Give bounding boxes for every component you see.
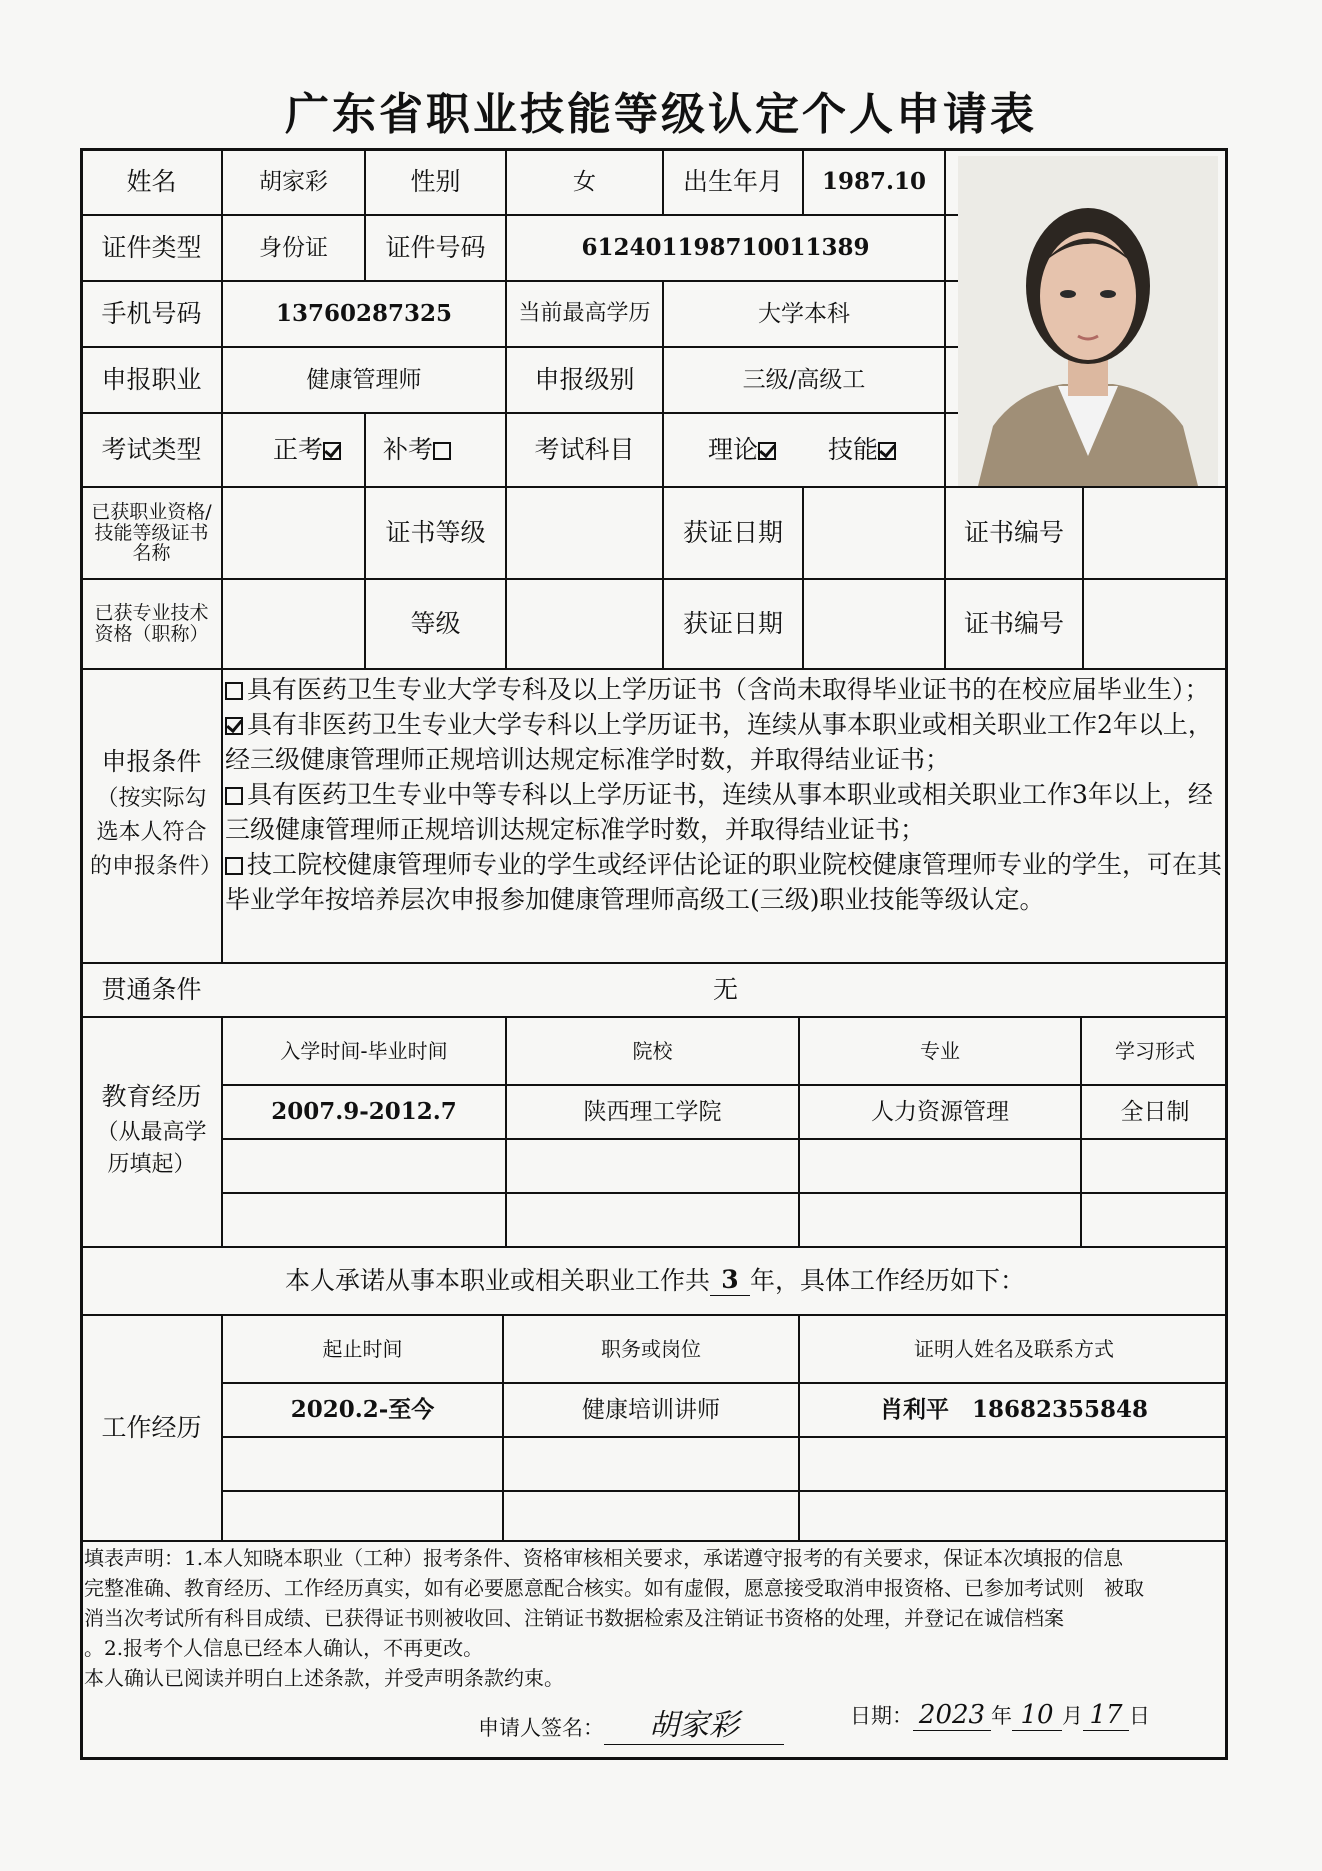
rule [221,1490,1228,1492]
gender-label: 性别 [410,166,461,196]
level-value: 三级/高级工 [742,366,866,393]
rule [80,668,1228,670]
title-date-label: 获证日期 [682,608,783,638]
date-label: 日期： [850,1704,913,1728]
date-area [850,1700,1150,1731]
cert-date-label: 获证日期 [682,517,783,547]
subject-label: 考试科目 [534,434,635,464]
work-row-1-reference: 肖利平 18682355848 [879,1395,1149,1423]
id-no-label: 证件号码 [385,232,486,262]
edu-label: 当前最高学历 [518,300,651,326]
title-level-label: 等级 [410,608,461,638]
exam-type-options [223,414,505,486]
education-label-sub: （从最高学历填起） [96,1120,207,1178]
education-label [82,1018,221,1246]
rule [1082,486,1084,668]
condition-3-checkbox[interactable] [225,787,243,805]
name-label: 姓名 [126,166,177,196]
rule [802,486,804,668]
occupation-value: 健康管理师 [306,366,422,393]
cert-level-label: 证书等级 [385,517,486,547]
signature-label: 申请人签名： [478,1716,604,1740]
condition-4-text: 技工院校健康管理师专业的学生或经评估论证的职业院校健康管理师专业的学生，可在其毕业学年按培养层次申报参加健康管理师高级工(三级)职业技能等级认定。 [225,850,1223,914]
subject-theory-label: 理论 [707,434,758,464]
signature-name: 胡家彩 [604,1700,784,1745]
rule [221,1138,1228,1140]
signature-area [478,1700,784,1745]
commitment-before: 本人承诺从事本职业或相关职业工作共 [284,1265,710,1295]
edu-header-mode: 学习形式 [1115,1038,1195,1063]
cert-no-label: 证书编号 [963,517,1064,547]
through-label: 贯通条件 [101,974,202,1004]
birth-label: 出生年月 [682,166,783,196]
commitment-years: 3 [710,1266,750,1296]
rule [80,1540,1228,1542]
edu-header-period: 入学时间-毕业时间 [280,1038,448,1063]
declaration-line: 本人确认已阅读并明白上述条款，并受声明条款约束。 [84,1666,564,1690]
name-value: 胡家彩 [259,168,328,195]
work-header-period: 起止时间 [322,1336,403,1361]
conditions-list [225,672,1230,917]
date-year-unit: 年 [991,1704,1012,1728]
work-header-reference: 证明人姓名及联系方式 [914,1336,1114,1361]
subject-theory-checkbox[interactable] [758,442,776,460]
work-row-1-position: 健康培训讲师 [582,1396,720,1423]
condition-item [225,672,1230,707]
declaration-line: 完整准确、教育经历、工作经历真实，如有必要愿意配合核实。如有虚假，愿意接受取消申报资格、已参加考试则 被取 [84,1576,1144,1600]
conditions-label [82,670,221,962]
exam-makeup-checkbox[interactable] [433,442,451,460]
exam-makeup-label: 补考 [383,434,434,464]
edu-header-school: 院校 [632,1038,673,1063]
title-no-label: 证书编号 [963,608,1064,638]
work-label: 工作经历 [101,1412,202,1442]
work-row-1-period: 2020.2-至今 [290,1395,435,1423]
edu-value: 大学本科 [758,300,850,327]
level-label: 申报级别 [534,364,635,394]
condition-item [225,707,1230,777]
subject-options [664,414,944,486]
phone-value: 13760287325 [275,299,453,327]
date-month-unit: 月 [1062,1704,1083,1728]
edu-row-1-school: 陕西理工学院 [583,1098,722,1125]
obtained-cert-label: 已获职业资格/技能等级证书名称 [91,500,212,565]
condition-1-text: 具有医药卫生专业大学专科及以上学历证书（含尚未取得毕业证书的在校应届毕业生）； [247,675,1210,704]
declaration-line: 填表声明：1.本人知晓本职业（工种）报考条件、资格审核相关要求，承诺遵守报考的有关要求，保证本次填报的信息 [84,1546,1124,1570]
declaration [84,1543,1224,1693]
id-no-value: 612401198710011389 [581,233,870,261]
subject-skill-checkbox[interactable] [878,442,896,460]
subject-skill-option[interactable] [828,436,900,465]
conditions-label-main: 申报条件 [101,746,202,776]
subject-skill-label: 技能 [828,434,879,464]
commitment-after: 年，具体工作经历如下： [750,1265,1026,1295]
form-title: 广东省职业技能等级认定个人申请表 [285,89,1037,140]
declaration-line: 。2.报考个人信息已经本人确认，不再更改。 [84,1636,484,1660]
edu-row-1-major: 人力资源管理 [871,1098,1009,1125]
gender-value: 女 [573,168,596,195]
commitment [82,1248,1228,1314]
exam-regular-label: 正考 [272,434,323,464]
rule [221,1436,1228,1438]
rule [221,1192,1228,1194]
condition-3-text: 具有医药卫生专业中等专科以上学历证书，连续从事本职业或相关职业工作3年以上，经三级健康管理师正规培训达规定标准学时数，并取得结业证书； [225,780,1213,844]
edu-header-major: 专业 [920,1038,960,1063]
phone-label: 手机号码 [101,298,202,328]
education-label-main: 教育经历 [101,1081,202,1111]
condition-2-text: 具有非医药卫生专业大学专科以上学历证书，连续从事本职业或相关职业工作2年以上，经三级健康管理师正规培训达规定标准学时数，并取得结业证书； [225,710,1213,774]
condition-2-checkbox[interactable] [225,717,243,735]
condition-1-checkbox[interactable] [225,682,243,700]
declaration-line: 消当次考试所有科目成绩、已获得证书则被收回、注销证书数据检索及注销证书资格的处理，并登记在诚信档案 [84,1606,1064,1630]
date-day: 17 [1083,1700,1129,1731]
id-type-value: 身份证 [259,234,328,261]
obtained-title-label: 已获专业技术资格（职称） [94,602,209,645]
date-day-unit: 日 [1129,1704,1150,1728]
birth-value: 1987.10 [821,167,927,195]
exam-regular-option[interactable] [273,436,345,465]
condition-4-checkbox[interactable] [225,857,243,875]
edu-row-1-mode: 全日制 [1120,1098,1190,1125]
exam-regular-checkbox[interactable] [323,442,341,460]
applicant-photo [958,156,1218,486]
exam-makeup-option[interactable] [383,436,455,465]
edu-row-1-period: 2007.9-2012.7 [271,1097,457,1125]
occupation-label: 申报职业 [101,364,202,394]
work-header-position: 职务或岗位 [601,1336,701,1361]
subject-theory-option[interactable] [708,436,780,465]
id-type-label: 证件类型 [101,232,202,262]
exam-type-label: 考试类型 [101,434,202,464]
through-value: 无 [712,974,738,1004]
conditions-label-sub: （按实际勾选本人符合的申报条件） [90,786,223,880]
date-year: 2023 [913,1700,991,1731]
date-month: 10 [1012,1700,1062,1731]
condition-item [225,777,1230,847]
condition-item [225,847,1230,917]
